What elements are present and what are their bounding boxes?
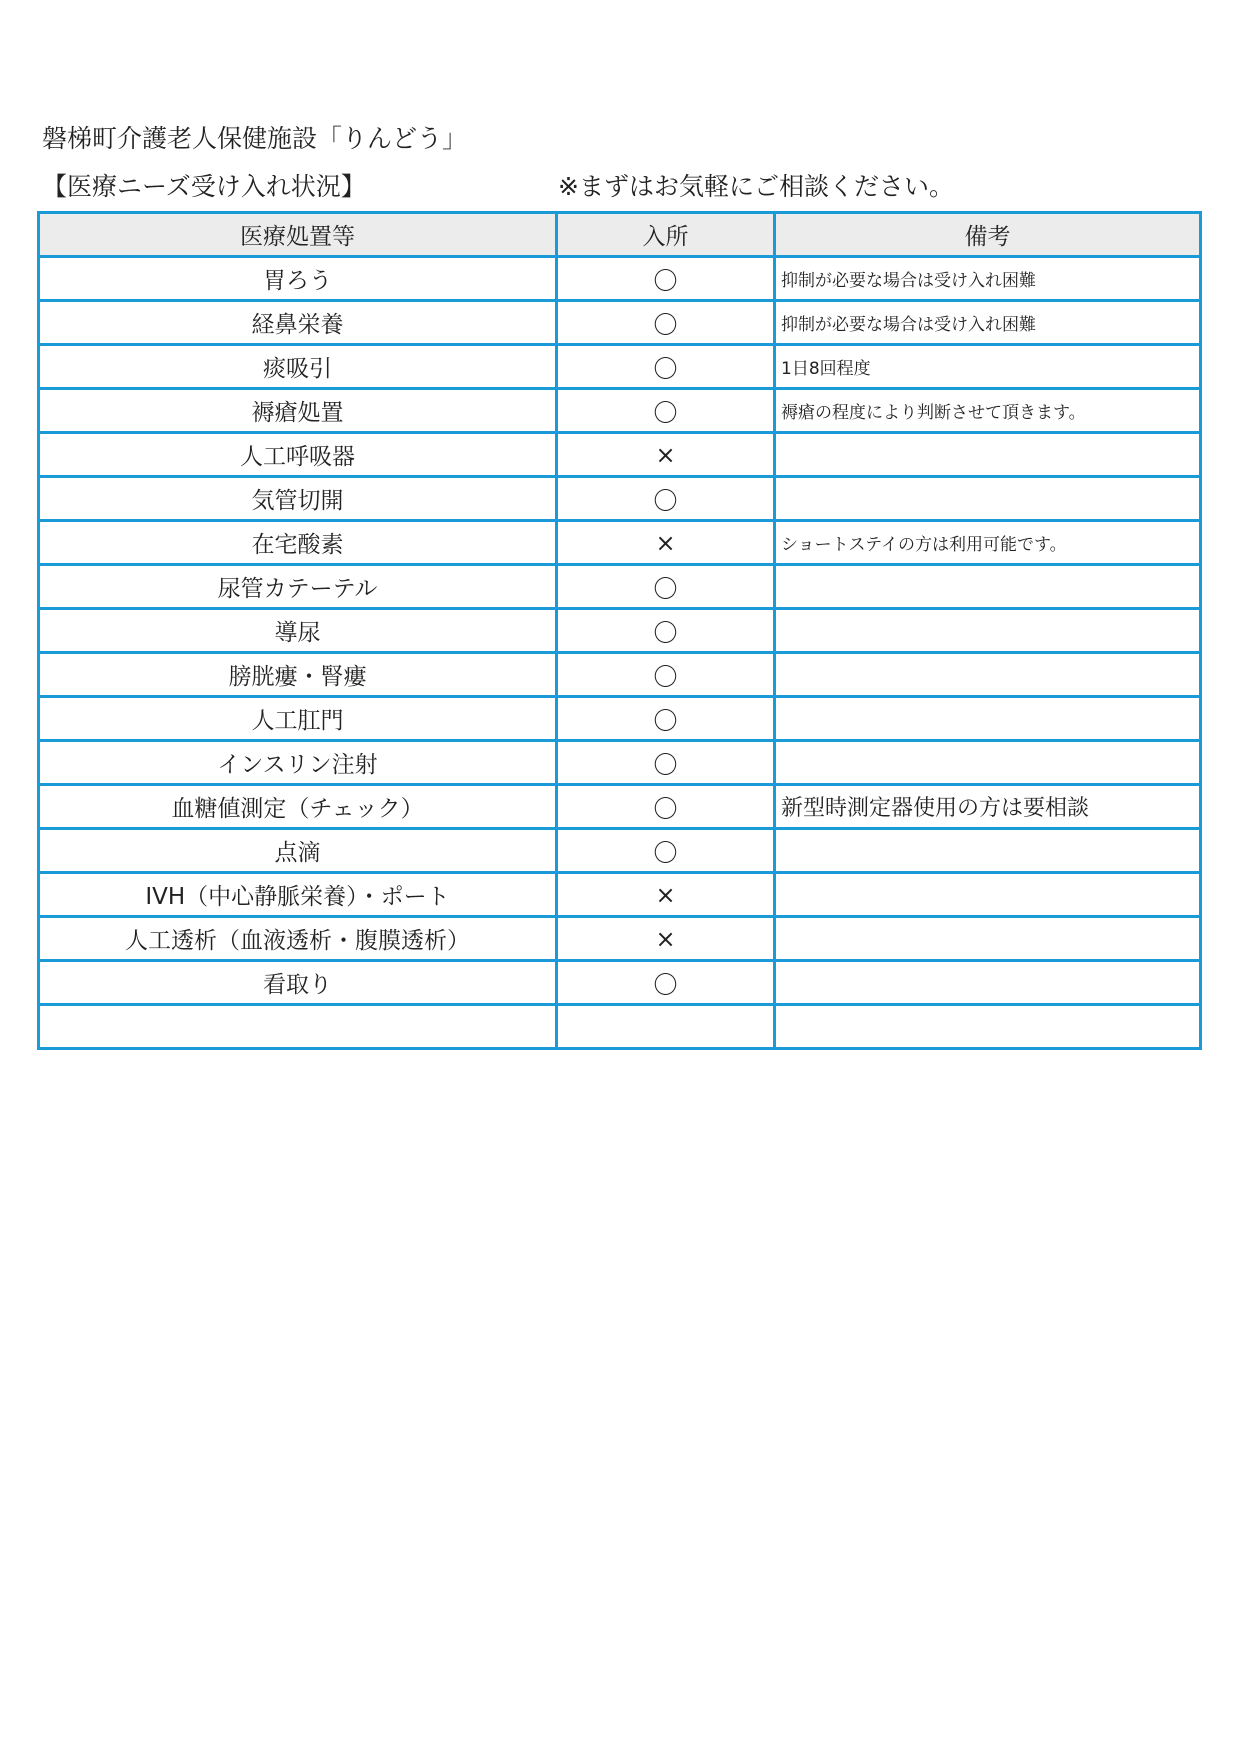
procedure-cell: 褥瘡処置 xyxy=(39,389,557,433)
table-row xyxy=(39,785,1201,829)
status-cell: 〇 xyxy=(557,345,775,389)
procedure-cell: 人工肛門 xyxy=(39,697,557,741)
procedure-cell: 在宅酸素 xyxy=(39,521,557,565)
table-row xyxy=(39,829,1201,873)
remark-cell: 新型時測定器使用の方は要相談 xyxy=(775,785,1201,829)
status-cell: 〇 xyxy=(557,301,775,345)
procedure-cell: 痰吸引 xyxy=(39,345,557,389)
status-cell: × xyxy=(557,433,775,477)
table-row xyxy=(39,741,1201,785)
remark-cell xyxy=(775,1005,1201,1049)
facility-title: 磐梯町介護老人保健施設「りんどう」 xyxy=(42,124,468,153)
procedure-cell: 膀胱瘻・腎瘻 xyxy=(39,653,557,697)
status-cell: 〇 xyxy=(557,257,775,301)
remark-cell xyxy=(775,917,1201,961)
status-cell: 〇 xyxy=(557,609,775,653)
table-row xyxy=(39,477,1201,521)
remark-cell: 抑制が必要な場合は受け入れ困難 xyxy=(775,257,1201,301)
remark-cell xyxy=(775,433,1201,477)
table-row xyxy=(39,301,1201,345)
remark-cell: 1日8回程度 xyxy=(775,345,1201,389)
remark-cell xyxy=(775,477,1201,521)
table-row xyxy=(39,917,1201,961)
remark-cell xyxy=(775,565,1201,609)
table-row xyxy=(39,697,1201,741)
header-admission: 入所 xyxy=(557,213,775,257)
procedure-cell: 人工呼吸器 xyxy=(39,433,557,477)
header-procedure: 医療処置等 xyxy=(39,213,557,257)
status-cell: 〇 xyxy=(557,565,775,609)
remark-cell xyxy=(775,697,1201,741)
status-cell: 〇 xyxy=(557,741,775,785)
status-cell: 〇 xyxy=(557,829,775,873)
remark-cell: ショートステイの方は利用可能です。 xyxy=(775,521,1201,565)
procedure-cell xyxy=(39,1005,557,1049)
remark-cell xyxy=(775,653,1201,697)
table-row xyxy=(39,653,1201,697)
remark-cell: 褥瘡の程度により判断させて頂きます。 xyxy=(775,389,1201,433)
status-cell: 〇 xyxy=(557,653,775,697)
status-cell xyxy=(557,1005,775,1049)
table-row xyxy=(39,609,1201,653)
table-row xyxy=(39,345,1201,389)
procedure-cell: 人工透析（血液透析・腹膜透析） xyxy=(39,917,557,961)
procedure-cell: 血糖値測定（チェック） xyxy=(39,785,557,829)
status-cell: 〇 xyxy=(557,389,775,433)
status-cell: 〇 xyxy=(557,961,775,1005)
table-row xyxy=(39,257,1201,301)
medical-needs-table xyxy=(37,211,1202,1050)
section-title: 【医療ニーズ受け入れ状況】 xyxy=(42,172,366,201)
remark-cell xyxy=(775,961,1201,1005)
header-remarks: 備考 xyxy=(775,213,1201,257)
status-cell: × xyxy=(557,917,775,961)
status-cell: 〇 xyxy=(557,697,775,741)
remark-cell: 抑制が必要な場合は受け入れ困難 xyxy=(775,301,1201,345)
remark-cell xyxy=(775,609,1201,653)
table-row xyxy=(39,433,1201,477)
procedure-cell: 尿管カテーテル xyxy=(39,565,557,609)
remark-cell xyxy=(775,741,1201,785)
consultation-note: ※まずはお気軽にご相談ください。 xyxy=(558,172,954,201)
procedure-cell: 気管切開 xyxy=(39,477,557,521)
status-cell: 〇 xyxy=(557,785,775,829)
status-cell: × xyxy=(557,873,775,917)
procedure-cell: 胃ろう xyxy=(39,257,557,301)
status-cell: × xyxy=(557,521,775,565)
table-row xyxy=(39,565,1201,609)
table-row xyxy=(39,961,1201,1005)
procedure-cell: 看取り xyxy=(39,961,557,1005)
table-row-empty xyxy=(39,1005,1201,1049)
procedure-cell: 点滴 xyxy=(39,829,557,873)
table-row xyxy=(39,389,1201,433)
medical-needs-table-wrapper xyxy=(37,211,1202,1050)
procedure-cell: インスリン注射 xyxy=(39,741,557,785)
table-row xyxy=(39,873,1201,917)
remark-cell xyxy=(775,829,1201,873)
status-cell: 〇 xyxy=(557,477,775,521)
procedure-cell: IVH（中心静脈栄養）・ポート xyxy=(39,873,557,917)
table-header-row xyxy=(39,213,1201,257)
procedure-cell: 導尿 xyxy=(39,609,557,653)
table-row xyxy=(39,521,1201,565)
procedure-cell: 経鼻栄養 xyxy=(39,301,557,345)
remark-cell xyxy=(775,873,1201,917)
